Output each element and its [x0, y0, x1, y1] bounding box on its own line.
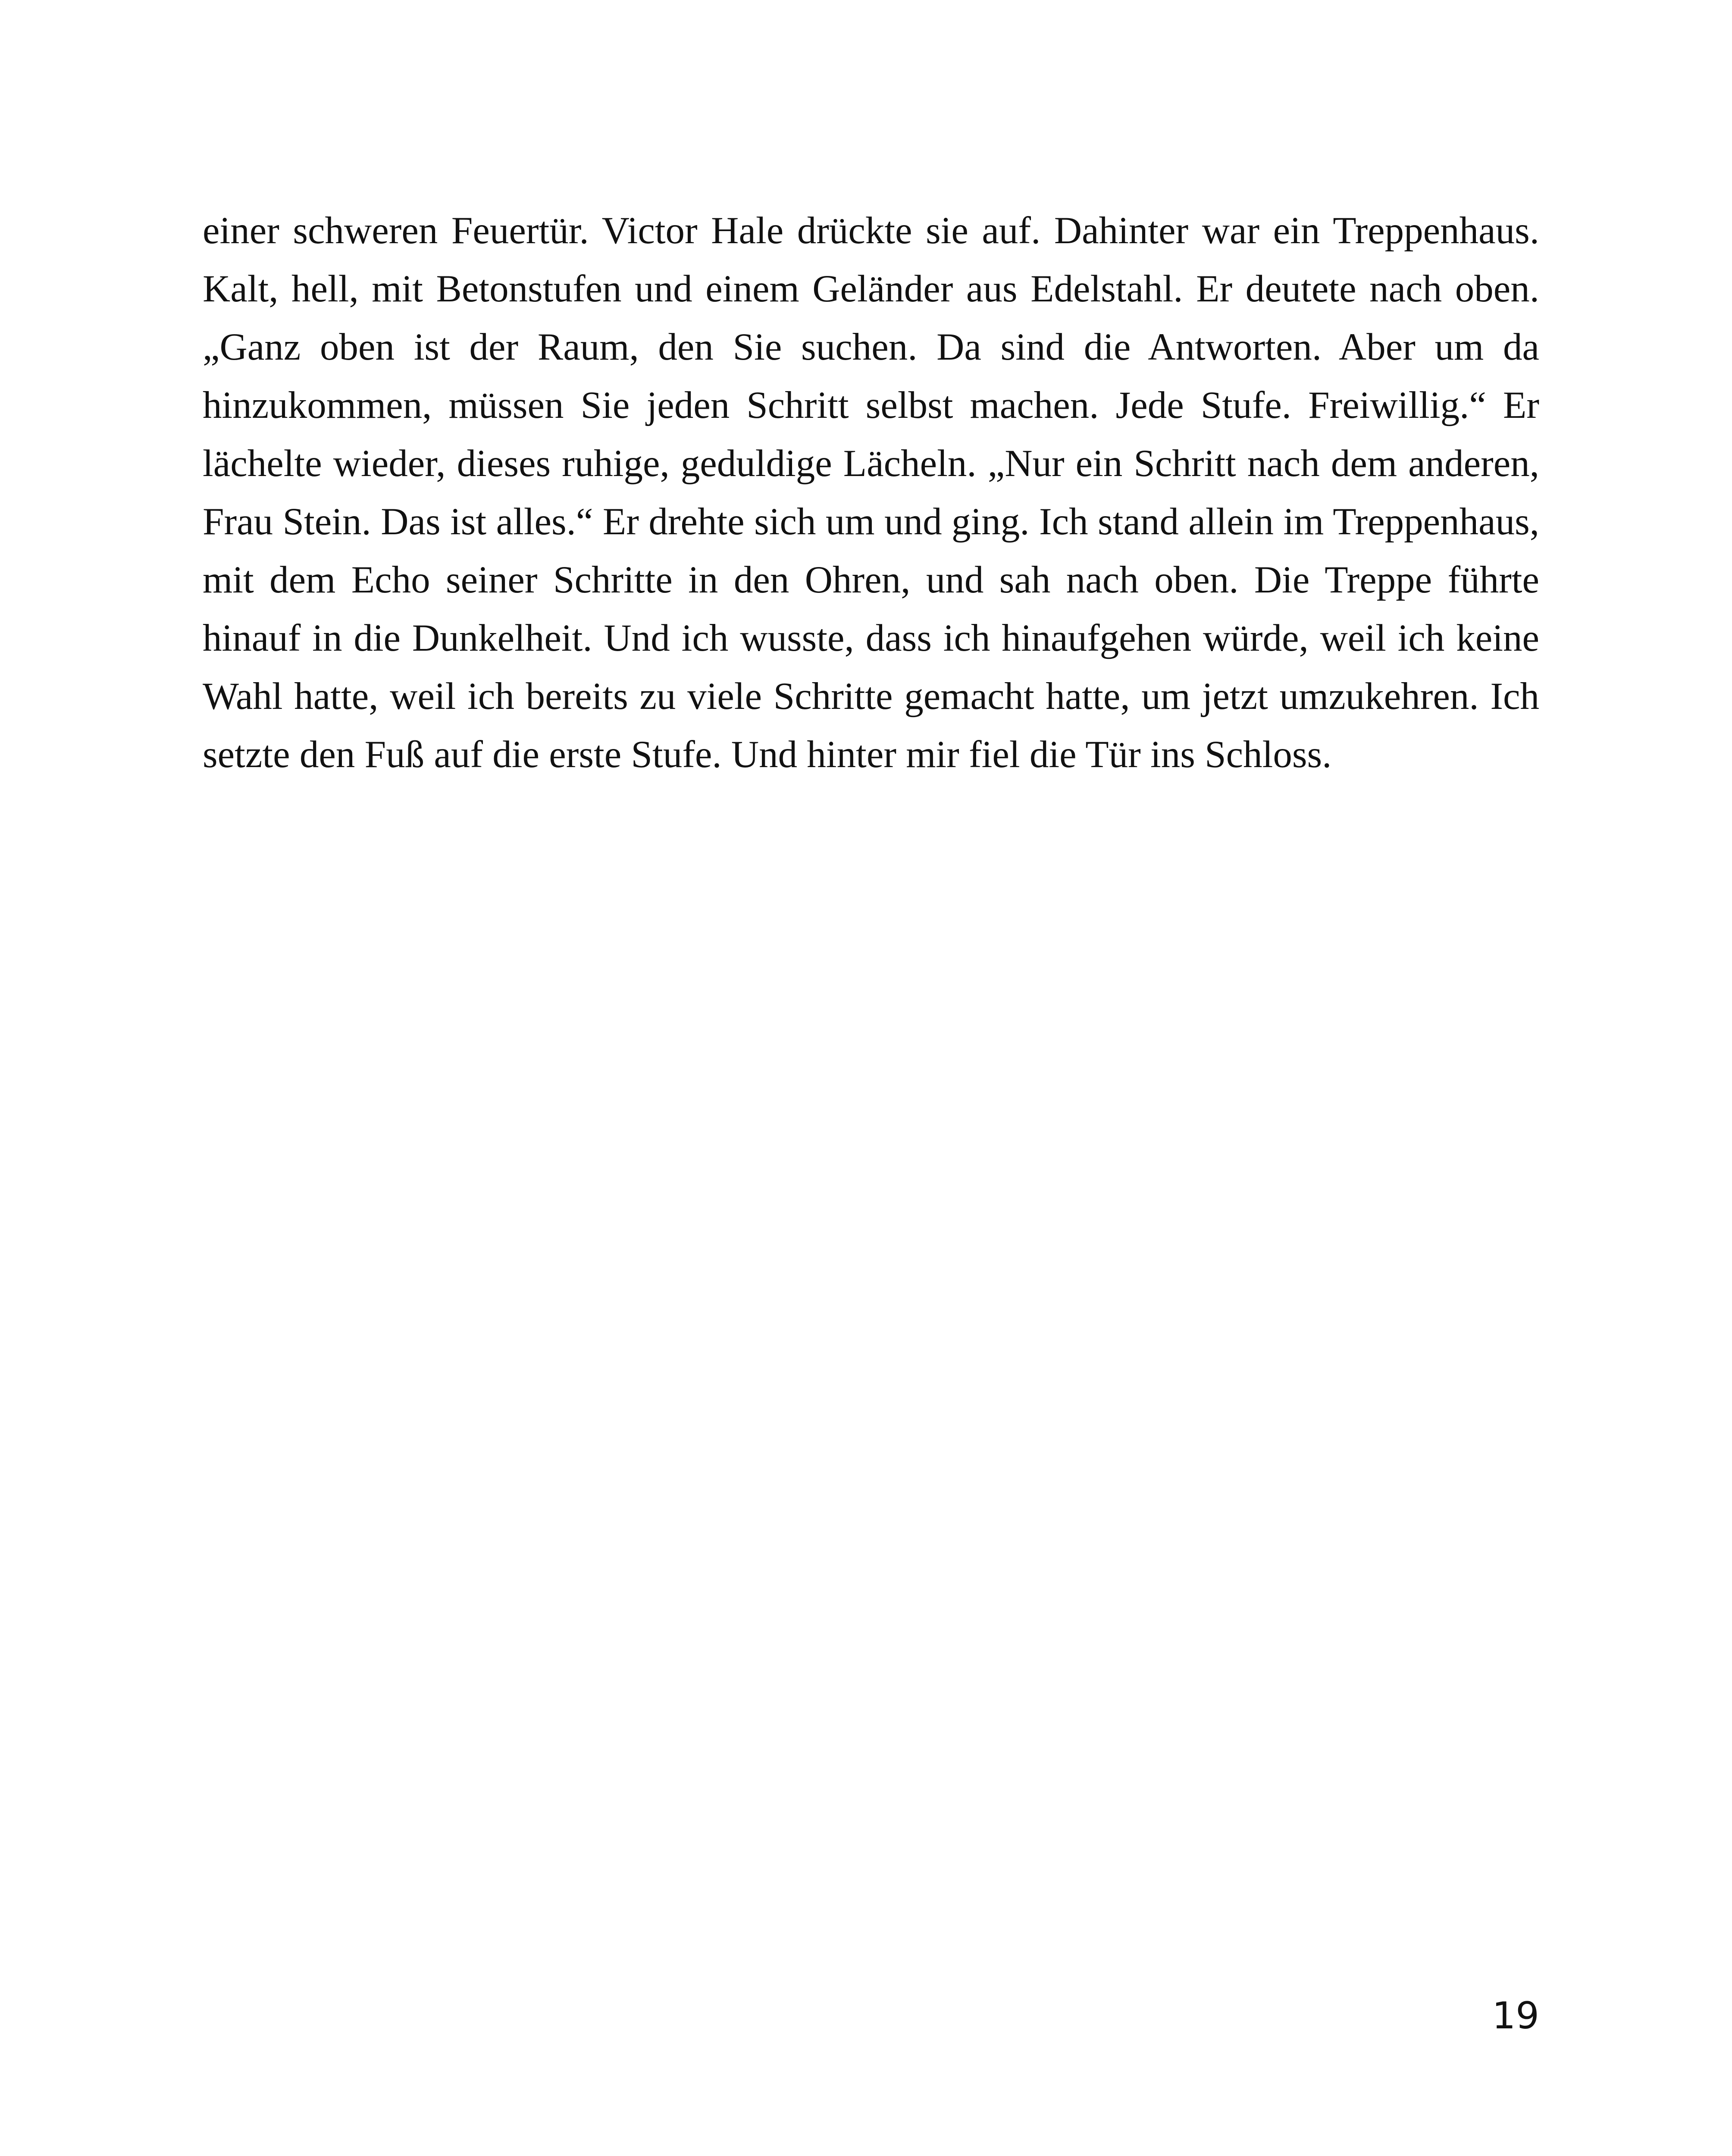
page-number: 19	[1492, 1994, 1539, 2037]
body-paragraph: einer schweren Feuertür. Victor Hale drückte sie auf. Dahinter war ein Treppenhaus. Kalt, hell, mit Betonstufen und einem Geländer aus Edelstahl. Er deutete nach oben. „Ganz oben ist der Raum, den Sie suchen. Da sind die Antworten. Aber um da hinzukommen, müssen Sie jeden Schritt selbst machen. Jede Stufe. Freiwillig.“ Er lächelte wieder, dieses ruhige, geduldige Lächeln. „Nur ein Schritt nach dem anderen, Frau Stein. Das ist alles.“ Er drehte sich um und ging. Ich stand allein im Treppenhaus, mit dem Echo seiner Schritte in den Ohren, und sah nach oben. Die Treppe führte hinauf in die Dunkelheit. Und ich wusste, dass ich hinaufgehen würde, weil ich keine Wahl hatte, weil ich bereits zu viele Schritte gemacht hatte, um jetzt umzukehren. Ich setzte den Fuß auf die erste Stufe. Und hinter mir fiel die Tür ins Schloss.	[203, 210, 1539, 776]
